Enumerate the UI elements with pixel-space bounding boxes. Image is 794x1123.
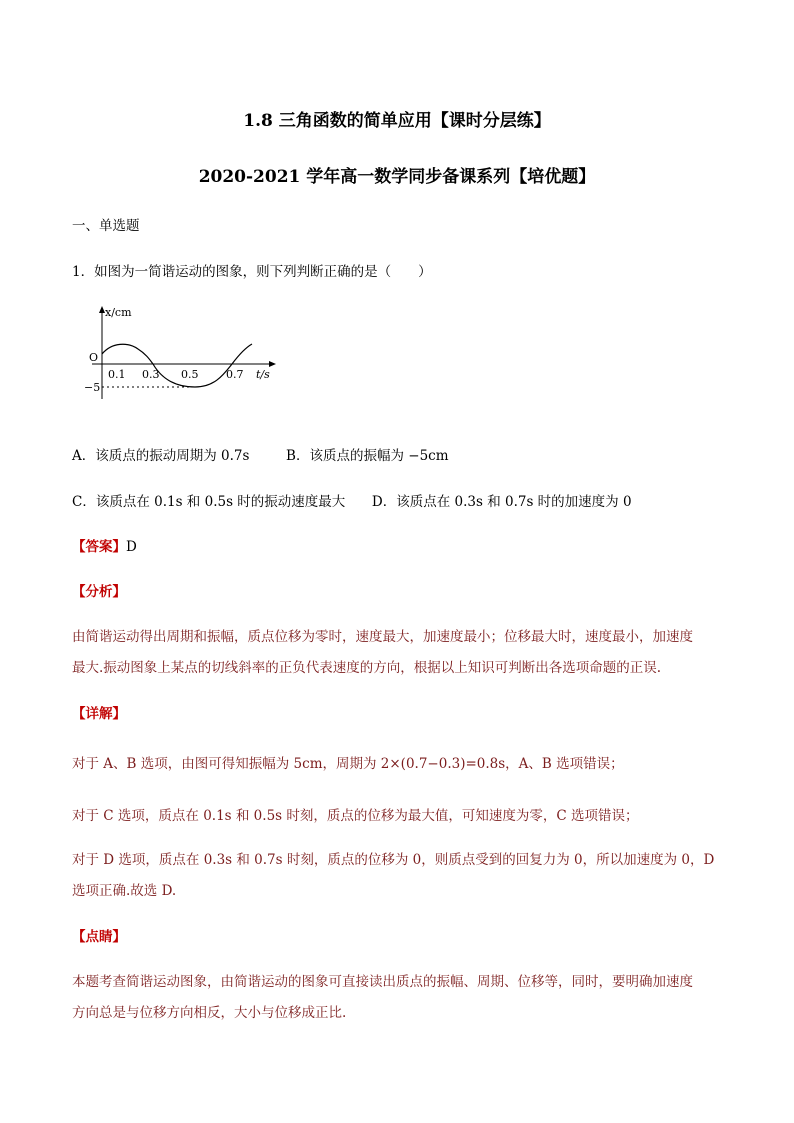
detail-label: 【详解】 (72, 706, 126, 722)
option-c: C．该质点在 0.1s 和 0.5s 时的振动速度最大 (72, 494, 346, 510)
tick-label-0-5: 0.5 (181, 368, 199, 381)
tick-label-0-3: 0.3 (142, 368, 160, 381)
option-a: A．该质点的振动周期为 0.7s (72, 448, 250, 464)
comment-line-1: 本题考查简谐运动图象，由简谐运动的图象可直接读出质点的振幅、周期、位移等，同时，要明确加速度 (72, 974, 693, 990)
page-subtitle: 2020-2021 学年高一数学同步备课系列【培优题】 (198, 167, 596, 187)
options-row-ab (72, 444, 449, 464)
x-axis-arrow (269, 361, 276, 367)
tick-label-0-1: 0.1 (108, 368, 126, 381)
answer-value: D (126, 539, 137, 555)
section-heading: 一、单选题 (72, 218, 140, 234)
options-row-cd (72, 490, 632, 510)
shm-graph (80, 304, 280, 404)
y-axis-label: x/cm (105, 306, 132, 319)
comment-line-2: 方向总是与位移方向相反，大小与位移成正比. (72, 1005, 347, 1021)
answer-line (72, 535, 137, 555)
detail-line-2: 对于 C 选项，质点在 0.1s 和 0.5s 时刻，质点的位移为最大值，可知速度为零，C 选项错误； (72, 808, 639, 824)
option-d: D．该质点在 0.3s 和 0.7s 时的加速度为 0 (371, 494, 632, 510)
analysis-label: 【分析】 (72, 584, 126, 600)
detail-line-1: 对于 A、B 选项，由图可得知振幅为 5cm，周期为 2×(0.7−0.3)=0.8s，A、B 选项错误； (72, 756, 624, 772)
page-title: 1.8 三角函数的简单应用【课时分层练】 (243, 111, 551, 131)
x-axis-label: t/s (256, 368, 270, 381)
analysis-line-2: 最大.振动图象上某点的切线斜率的正负代表速度的方向，根据以上知识可判断出各选项命题的正误. (72, 660, 662, 676)
detail-line-4: 选项正确.故选 D. (72, 883, 177, 899)
analysis-line-1: 由简谐运动得出周期和振幅，质点位移为零时，速度最大，加速度最小；位移最大时，速度最小，加速度 (72, 629, 693, 645)
comment-label: 【点睛】 (72, 929, 126, 945)
answer-label: 【答案】 (72, 539, 126, 555)
tick-label-0-7: 0.7 (226, 368, 244, 381)
question-stem: 1．如图为一简谐运动的图象，则下列判断正确的是（ ） (72, 264, 432, 280)
origin-label: O (89, 351, 99, 364)
neg-amplitude-label: −5 (84, 381, 101, 394)
detail-line-3: 对于 D 选项，质点在 0.3s 和 0.7s 时刻，质点的位移为 0，则质点受到的回复力为 0，所以加速度为 0，D (72, 852, 715, 868)
option-b: B．该质点的振幅为 −5cm (286, 448, 449, 464)
